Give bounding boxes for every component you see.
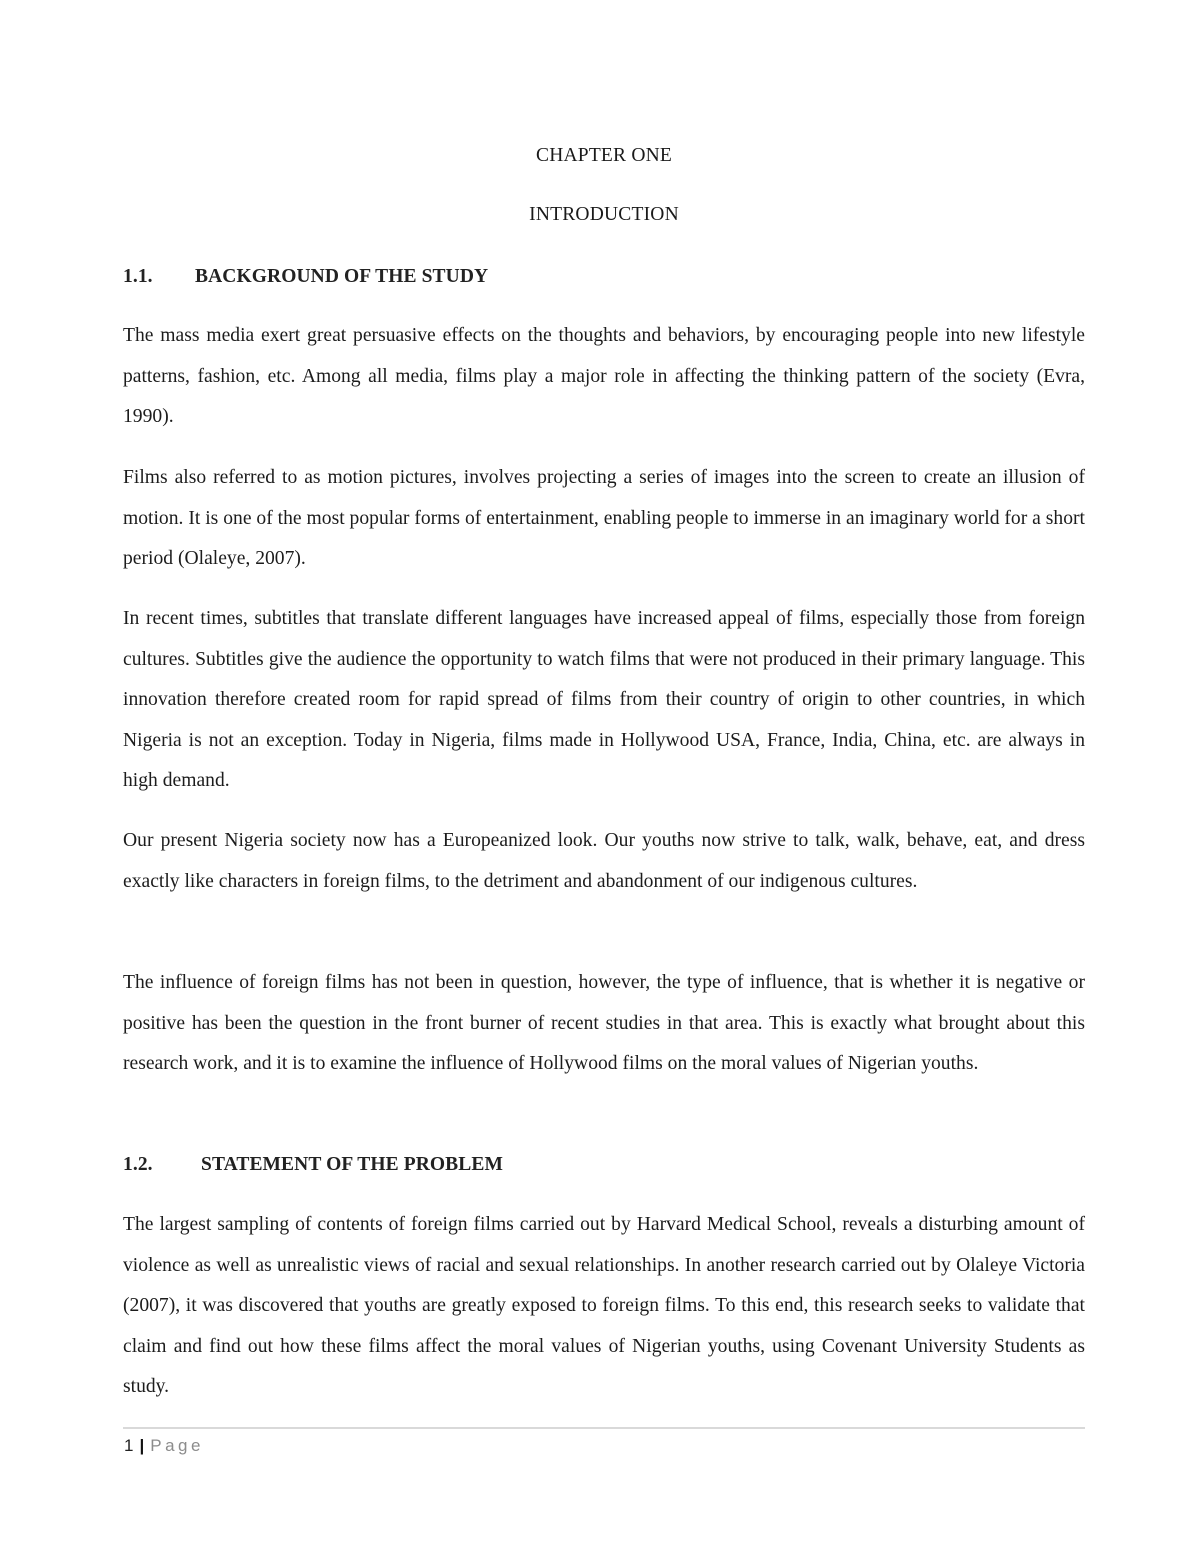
paragraph: The influence of foreign films has not been in question, however, the type of influence, that is whether it is negative or positive has been the question in the front burner of recent studies in that area. This is exactly what brought about this research work, and it is to examine the influence of Hollywood films on the moral values of Nigerian youths. xyxy=(123,972,1085,1075)
section-title: BACKGROUND OF THE STUDY xyxy=(195,266,489,287)
page-footer xyxy=(124,1434,204,1458)
section-heading-problem xyxy=(123,1152,1085,1178)
section-number: 1.1. xyxy=(123,266,153,287)
section-title: STATEMENT OF THE PROBLEM xyxy=(201,1154,503,1175)
paragraph: In recent times, subtitles that translate different languages have increased appeal of films, especially those from foreign cultures. Subtitles give the audience the opportunity to watch films that were not produced in their primary language. This innovation therefore created room for rapid spread of films from their country of origin to other countries, in which Nigeria is not an exception. Today in Nigeria, films made in Hollywood USA, France, India, China, etc. are always in high demand. xyxy=(123,608,1085,792)
section-number: 1.2. xyxy=(123,1154,153,1175)
page-number: 1 xyxy=(124,1436,134,1455)
chapter-subtitle: INTRODUCTION xyxy=(529,204,679,225)
page-label: Page xyxy=(150,1436,204,1455)
footer-divider xyxy=(123,1427,1085,1429)
footer-separator: | xyxy=(139,1436,145,1455)
paragraph: Our present Nigeria society now has a Europeanized look. Our youths now strive to talk, walk, behave, eat, and dress exactly like characters in foreign films, to the detriment and abandonment of our indigenous cultures. xyxy=(123,830,1085,892)
chapter-title: CHAPTER ONE xyxy=(536,145,672,166)
section-heading-background xyxy=(123,264,1085,290)
paragraph: The mass media exert great persuasive effects on the thoughts and behaviors, by encouraging people into new lifestyle patterns, fashion, etc. Among all media, films play a major role in affecting the thinking pattern of the society (Evra, 1990). xyxy=(123,325,1085,428)
paragraph: The largest sampling of contents of foreign films carried out by Harvard Medical School, reveals a disturbing amount of violence as well as unrealistic views of racial and sexual relationships. In another research carried out by Olaleye Victoria (2007), it was discovered that youths are greatly exposed to foreign films. To this end, this research seeks to validate that claim and find out how these films affect the moral values of Nigerian youths, using Covenant University Students as study. xyxy=(123,1214,1085,1398)
paragraph: Films also referred to as motion pictures, involves projecting a series of images into the screen to create an illusion of motion. It is one of the most popular forms of entertainment, enabling people to immerse in an imaginary world for a short period (Olaleye, 2007). xyxy=(123,467,1085,570)
